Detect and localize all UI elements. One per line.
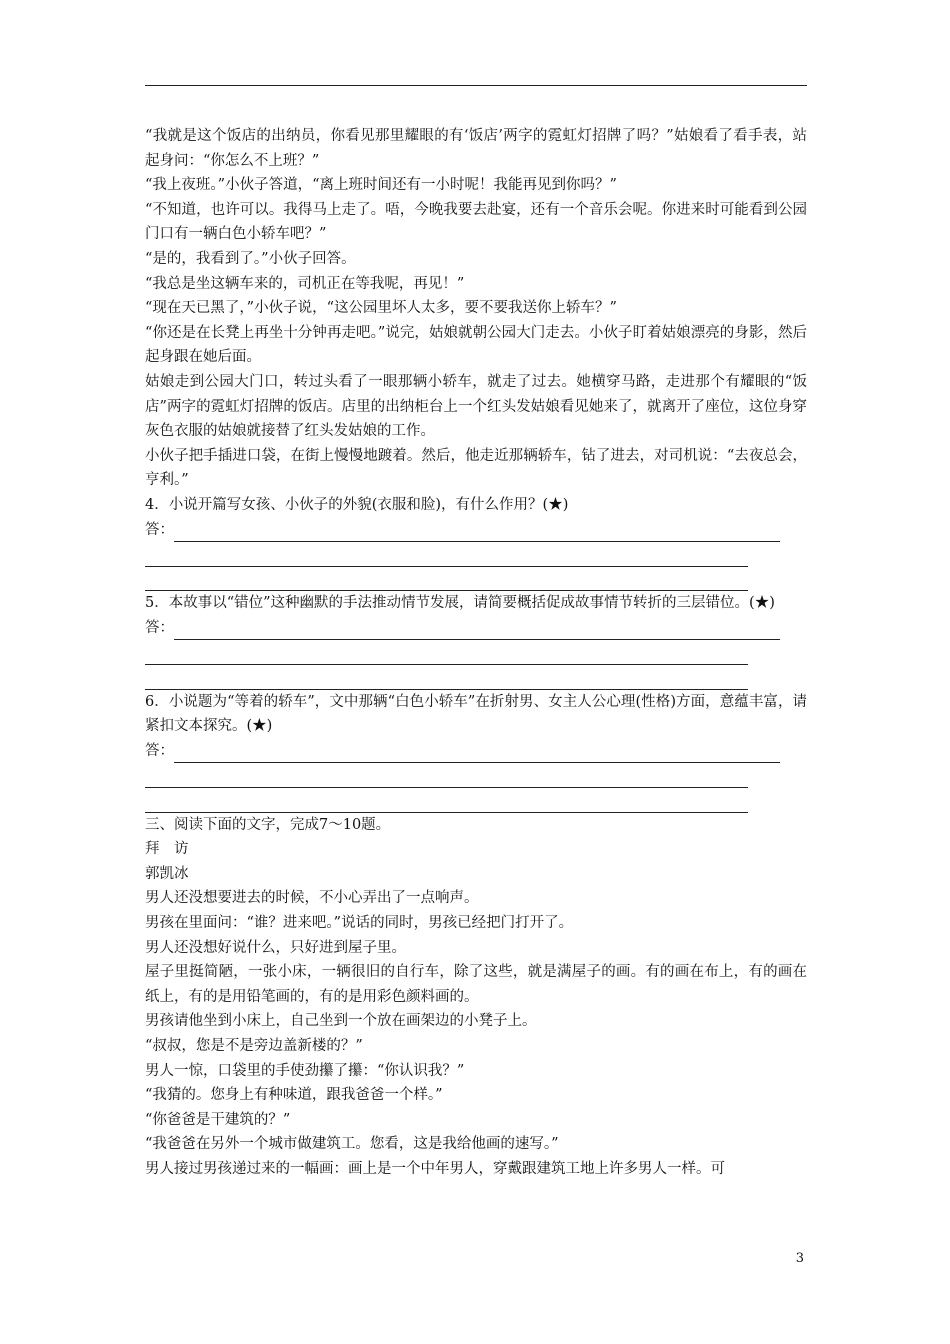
story-paragraph: 小伙子把手插进口袋，在街上慢慢地踱着。然后，他走近那辆轿车，钻了进去，对司机说：“去夜总会，亨利。” xyxy=(145,447,807,489)
story-paragraph: “你还是在长凳上再坐十分钟再走吧。”说完，姑娘就朝公园大门走去。小伙子盯着姑娘漂亮的身影，然后起身跟在她后面。 xyxy=(145,324,807,366)
article-paragraph: “你爸爸是干建筑的？” xyxy=(145,1111,291,1128)
answer-underline xyxy=(174,747,780,763)
story-paragraph: “不知道，也许可以。我得马上走了。唔，今晚我要去赴宴，还有一个音乐会呢。你进来时可能看到公园门口有一辆白色小轿车吧？” xyxy=(145,201,807,243)
story-paragraph: “是的，我看到了。”小伙子回答。 xyxy=(145,250,356,267)
story-paragraph: “我就是这个饭店的出纳员，你看见那里耀眼的有‘饭店’两字的霓虹灯招牌了吗？”姑娘看了看手表，站起身问：“你怎么不上班？” xyxy=(145,128,807,169)
answer-line[interactable] xyxy=(145,567,807,592)
answer-underline xyxy=(145,649,748,665)
article-paragraph: 男孩请他坐到小床上，自己坐到一个放在画架边的小凳子上。 xyxy=(145,1013,537,1030)
question-4: 4．小说开篇写女孩、小伙子的外貌(衣服和脸)，有什么作用？(★) xyxy=(145,496,569,513)
answer-label: 答： xyxy=(145,742,174,759)
answer-underline xyxy=(174,526,780,542)
article-paragraph: 男人还没想要进去的时候，不小心弄出了一点响声。 xyxy=(145,890,479,907)
answer-line[interactable] xyxy=(145,665,807,690)
page-content xyxy=(145,124,807,1182)
article-paragraph: 男人接过男孩递过来的一幅画：画上是一个中年男人，穿戴跟建筑工地上许多男人一样。可 xyxy=(145,1160,725,1177)
answer-label: 答： xyxy=(145,619,174,636)
answer-underline xyxy=(145,772,748,788)
answer-label: 答： xyxy=(145,521,174,538)
article-paragraph: 男人还没想好说什么，只好进到屋子里。 xyxy=(145,939,406,956)
answer-line[interactable] xyxy=(145,763,807,788)
answer-line[interactable] xyxy=(145,518,807,543)
answer-underline xyxy=(145,575,748,591)
answer-line[interactable] xyxy=(145,640,807,665)
story-paragraph: “我上夜班。”小伙子答道，“离上班时间还有一小时呢！我能再见到你吗？” xyxy=(145,177,617,194)
answer-line[interactable] xyxy=(145,616,807,641)
article-paragraph: 男孩在里面问：“谁？进来吧。”说话的同时，男孩已经把门打开了。 xyxy=(145,915,574,931)
story-paragraph: “现在天已黑了，”小伙子说，“这公园里坏人太多，要不要我送你上轿车？” xyxy=(145,300,617,317)
article-paragraph: 男人一惊，口袋里的手使劲攥了攥：“你认识我？” xyxy=(145,1062,465,1079)
answer-underline xyxy=(145,551,748,567)
answer-underline xyxy=(145,797,748,813)
article-author: 郭凯冰 xyxy=(145,865,189,882)
header-rule xyxy=(145,85,807,86)
answer-underline xyxy=(145,674,748,690)
answer-underline xyxy=(174,624,780,640)
article-paragraph: 屋子里挺简陋，一张小床，一辆很旧的自行车，除了这些，就是满屋子的画。有的画在布上，有的画在纸上，有的是用铅笔画的，有的是用彩色颜料画的。 xyxy=(145,964,807,1005)
article-paragraph: “叔叔，您是不是旁边盖新楼的？” xyxy=(145,1037,363,1054)
question-6: 6．小说题为“等着的轿车”，文中那辆“白色小轿车”在折射男、女主人公心理(性格)方面，意蕴丰富，请紧扣文本探究。(★) xyxy=(145,693,807,735)
page-number: 3 xyxy=(795,1251,804,1266)
answer-line[interactable] xyxy=(145,542,807,567)
article-paragraph: “我猜的。您身上有种味道，跟我爸爸一个样。” xyxy=(145,1087,443,1104)
article-title: 拜 访 xyxy=(145,841,189,858)
story-paragraph: “我总是坐这辆车来的，司机正在等我呢，再见！” xyxy=(145,275,465,292)
article-paragraph: “我爸爸在另外一个城市做建筑工。您看，这是我给他画的速写。” xyxy=(145,1136,559,1153)
section-heading: 三、阅读下面的文字，完成7～10题。 xyxy=(145,816,391,833)
answer-line[interactable] xyxy=(145,739,807,764)
story-paragraph: 姑娘走到公园大门口，转过头看了一眼那辆小轿车，就走了过去。她横穿马路，走进那个有耀眼的“饭店”两字的霓虹灯招牌的饭店。店里的出纳柜台上一个红头发姑娘看见她来了，就离开了座位，这位身穿灰色衣服的姑娘就接替了红头发姑娘的工作。 xyxy=(145,373,807,440)
question-5: 5．本故事以“错位”这种幽默的手法推动情节发展，请简要概括促成故事情节转折的三层错位。(★) xyxy=(145,595,775,612)
answer-line[interactable] xyxy=(145,788,807,813)
